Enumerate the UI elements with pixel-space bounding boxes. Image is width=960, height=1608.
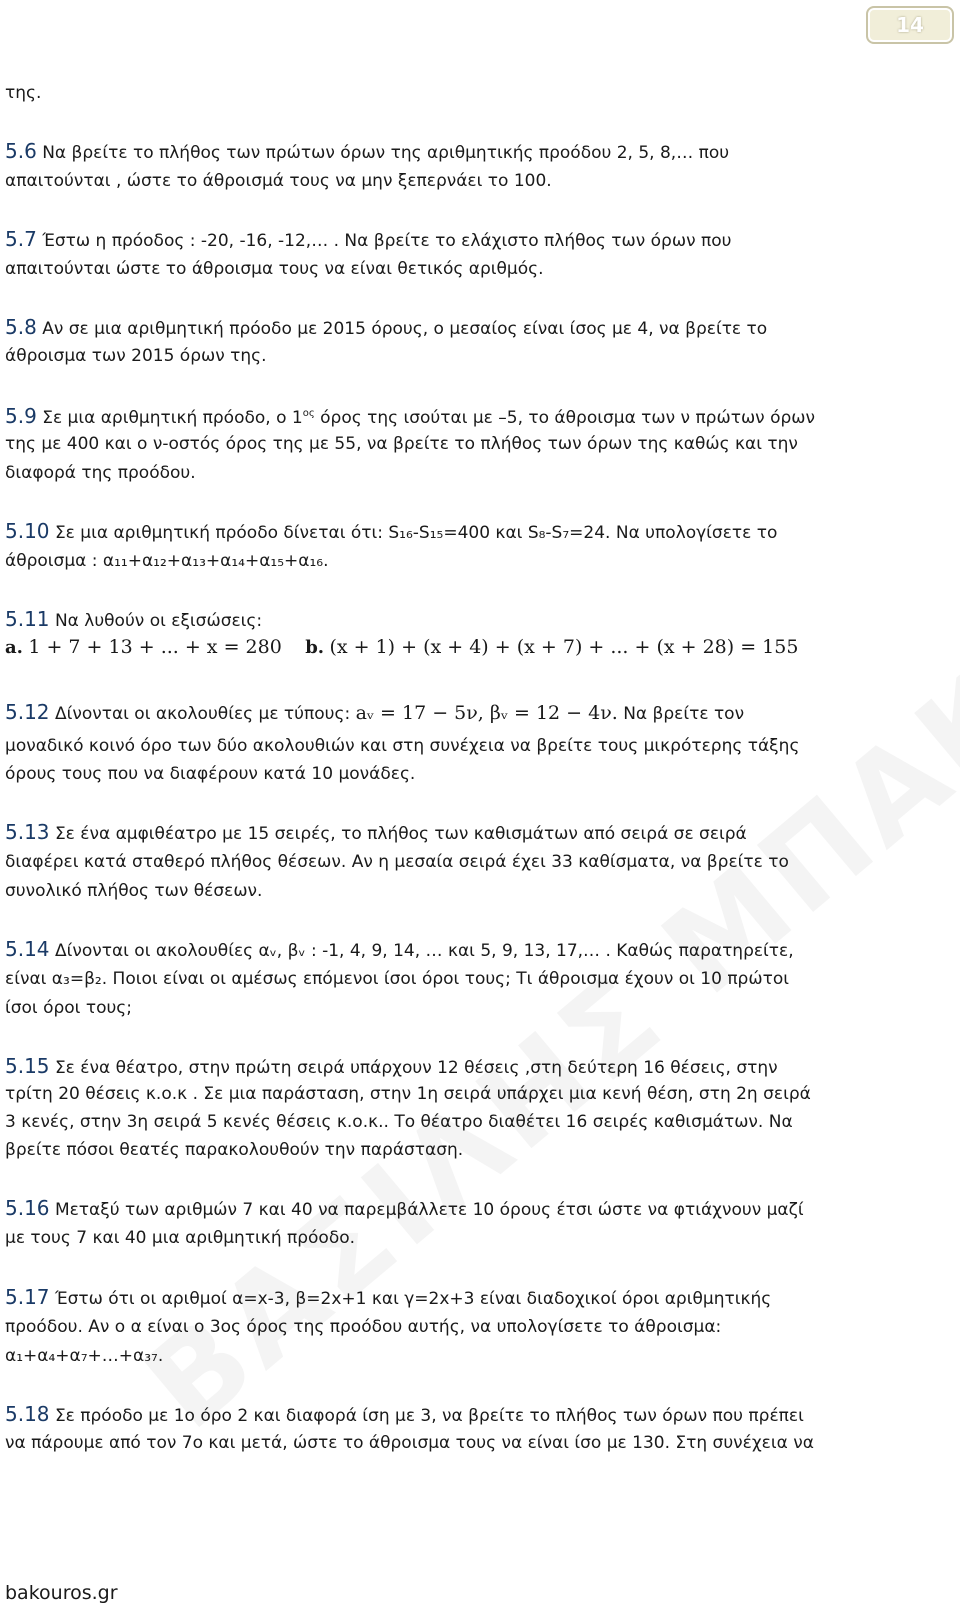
exercise-text: Δίνονται οι ακολουθίες αᵥ, βᵥ : -1, 4, 9, 14, … και 5, 9, 13, 17,… . Καθώς παρατηρείτε,: [54, 941, 794, 961]
exercise-5-15-line-2: τρίτη 20 θέσεις κ.ο.κ . Σε μια παράσταση, στην 1η σειρά υπάρχει μια κενή θέση, στη 2η σειρά: [5, 1084, 811, 1104]
exercise-number: 5.15: [5, 1054, 50, 1078]
exercise-5-10-line-1: [5, 520, 945, 544]
exercise-text: Σε πρόοδο με 1ο όρο 2 και διαφορά ίση με 3, να βρείτε το πλήθος των όρων που πρέπει: [54, 1406, 804, 1426]
exercise-text: Έστω ότι οι αριθμοί α=x-3, β=2x+1 και γ=2x+3 είναι διαδοχικοί όροι αριθμητικής: [54, 1289, 772, 1309]
exercise-5-8-line-1: [5, 316, 945, 340]
exercise-number: 5.10: [5, 519, 50, 543]
equation-b: (x + 1) + (x + 4) + (x + 7) + ... + (x + 28) = 155: [329, 636, 799, 658]
exercise-5-15-line-3: 3 κενές, στην 3η σειρά 5 κενές θέσεις κ.ο.κ.. Το θέατρο διαθέτει 16 σειρές καθισμάτων. Να: [5, 1112, 793, 1132]
exercise-text: όρος της ισούται με –5, το άθροισμα των ν πρώτων όρων: [320, 408, 816, 428]
exercise-5-12-line-3: όρους τους που να διαφέρουν κατά 10 μονάδες.: [5, 764, 416, 784]
exercise-5-17-line-1: [5, 1286, 945, 1310]
exercise-5-18-line-1: [5, 1403, 945, 1427]
exercise-text: Έστω η πρόοδος : -20, -16, -12,… . Να βρείτε το ελάχιστο πλήθος των όρων που: [42, 231, 732, 251]
exercise-number: 5.11: [5, 607, 50, 631]
footer-site-link[interactable]: bakouros.gr: [5, 1582, 118, 1604]
exercise-5-9-line-3: διαφορά της προόδου.: [5, 463, 196, 483]
exercise-5-11-equations: [5, 636, 945, 659]
exercise-5-15-line-1: [5, 1055, 945, 1079]
equation-a-label: a.: [5, 637, 23, 658]
exercise-number: 5.12: [5, 700, 50, 724]
exercise-number: 5.6: [5, 139, 37, 163]
superscript: ος: [302, 408, 315, 419]
exercise-5-17-line-3: α₁+α₄+α₇+…+α₃₇.: [5, 1346, 164, 1366]
equation-a: 1 + 7 + 13 + ... + x = 280: [28, 636, 282, 658]
exercise-5-14-line-1: [5, 938, 945, 962]
exercise-text: Να βρείτε το πλήθος των πρώτων όρων της αριθμητικής προόδου 2, 5, 8,… που: [42, 143, 730, 163]
exercise-text: Αν σε μια αριθμητική πρόοδο με 2015 όρους, ο μεσαίος είναι ίσος με 4, να βρείτε το: [42, 319, 768, 339]
exercise-number: 5.17: [5, 1285, 50, 1309]
exercise-5-10-line-2: άθροισμα : α₁₁+α₁₂+α₁₃+α₁₄+α₁₅+α₁₆.: [5, 551, 329, 571]
exercise-5-16-line-2: με τους 7 και 40 μια αριθμητική πρόοδο.: [5, 1228, 356, 1248]
exercise-5-6-line-2: απαιτούνται , ώστε το άθροισμά τους να μην ξεπερνάει το 100.: [5, 171, 552, 191]
exercise-5-17-line-2: προόδου. Αν ο α είναι ο 3ος όρος της προόδου αυτής, να υπολογίσετε το άθροισμα:: [5, 1317, 722, 1337]
exercise-text: Δίνονται οι ακολουθίες με τύπους:: [54, 704, 351, 724]
exercise-5-14-line-3: ίσοι όροι τους;: [5, 998, 133, 1018]
exercise-5-12-line-2: μοναδικό κοινό όρο των δύο ακολουθιών και στη συνέχεια να βρείτε τους μικρότερης τάξης: [5, 736, 800, 756]
exercise-5-9-line-1: [5, 403, 945, 429]
intro-text: της.: [5, 83, 42, 103]
exercise-number: 5.7: [5, 227, 37, 251]
exercise-5-11-line-1: [5, 608, 945, 632]
exercise-number: 5.13: [5, 820, 50, 844]
exercise-5-9-line-2: της με 400 και ο ν-οστός όρος της με 55, να βρείτε το πλήθος των όρων της καθώς και την: [5, 434, 798, 454]
exercise-5-18-line-2: να πάρουμε από τον 7ο και μετά, ώστε το άθροισμα τους να είναι ίσο με 130. Στη συνέχεια να: [5, 1433, 814, 1453]
exercise-text: Να λυθούν οι εξισώσεις:: [54, 611, 263, 631]
page-number-badge: 14: [866, 6, 954, 44]
exercise-5-14-line-2: είναι α₃=β₂. Ποιοι είναι οι αμέσως επόμενοι ίσοι όροι τους; Τι άθροισμα έχουν οι 10 πρώτοι: [5, 969, 789, 989]
exercise-5-15-line-4: βρείτε πόσοι θεατές παρακολουθούν την παράσταση.: [5, 1140, 464, 1160]
exercise-5-13-line-1: [5, 821, 945, 845]
exercise-text: Σε μια αριθμητική πρόοδο, ο 1: [42, 408, 303, 428]
exercise-number: 5.18: [5, 1402, 50, 1426]
exercise-text: Μεταξύ των αριθμών 7 και 40 να παρεμβάλλετε 10 όρους έτσι ώστε να φτιάχνουν μαζί: [54, 1200, 804, 1220]
exercise-5-6-line-1: [5, 140, 945, 164]
exercise-5-12-line-1: [5, 701, 945, 725]
exercise-number: 5.14: [5, 937, 50, 961]
exercise-5-7-line-1: [5, 228, 945, 252]
exercise-number: 5.8: [5, 315, 37, 339]
exercise-5-8-line-2: άθροισμα των 2015 όρων της.: [5, 346, 267, 366]
exercise-number: 5.16: [5, 1196, 50, 1220]
exercise-5-7-line-2: απαιτούνται ώστε το άθροισμα τους να είναι θετικός αριθμός.: [5, 259, 544, 279]
exercise-number: 5.9: [5, 404, 37, 428]
exercise-5-13-line-2: διαφέρει κατά σταθερό πλήθος θέσεων. Αν η μεσαία σειρά έχει 33 καθίσματα, να βρείτε το: [5, 852, 789, 872]
exercise-text: Σε μια αριθμητική πρόοδο δίνεται ότι: S₁₆-S₁₅=400 και S₈-S₇=24. Να υπολογίσετε το: [54, 523, 778, 543]
exercise-text: Σε ένα αμφιθέατρο με 15 σειρές, το πλήθος των καθισμάτων από σειρά σε σειρά: [54, 824, 747, 844]
exercise-5-13-line-3: συνολικό πλήθος των θέσεων.: [5, 881, 263, 901]
equation-b-label: b.: [305, 637, 325, 658]
exercise-text: Να βρείτε τον: [623, 704, 745, 724]
exercise-5-16-line-1: [5, 1197, 945, 1221]
exercise-text: Σε ένα θέατρο, στην πρώτη σειρά υπάρχουν 12 θέσεις ,στη δεύτερη 16 θέσεις, στην: [54, 1058, 778, 1078]
sequence-formula: aᵥ = 17 − 5ν, βᵥ = 12 − 4ν.: [355, 702, 618, 724]
